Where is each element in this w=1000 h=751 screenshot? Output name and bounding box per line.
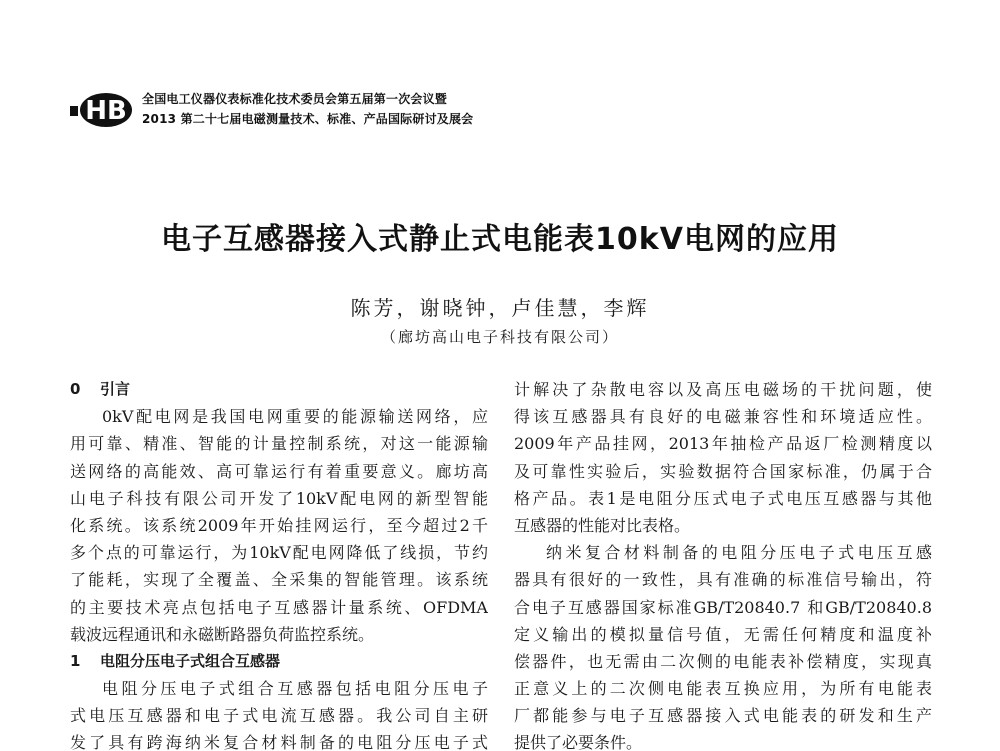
paragraph-line: 厂都能参与电子互感器接入式电能表的研发和生产	[514, 706, 932, 726]
paragraph-line: 载波远程通讯和永磁断路器负荷监控系统。	[70, 624, 375, 644]
paragraph-line: 了能耗，实现了全覆盖、全采集的智能管理。该系统	[70, 570, 488, 590]
paragraph-line: 用可靠、精准、智能的计量控制系统，对这一能源输	[70, 434, 488, 454]
section-0-number: 0	[70, 380, 81, 398]
paragraph-line: 互感器的性能对比表格。	[514, 515, 691, 535]
paragraph-line: 纳米复合材料制备的电阻分压电子式电压互感	[546, 543, 932, 563]
paragraph-line: 及可靠性实验后，实验数据符合国家标准，仍属于合	[514, 461, 932, 481]
section-1-heading	[70, 648, 488, 675]
paragraph-line: 送网络的高能效、高可靠运行有着重要意义。廊坊高	[70, 461, 488, 481]
paragraph-line: 0kV配电网是我国电网重要的能源输送网络，应	[102, 407, 488, 427]
left-column	[70, 376, 488, 751]
paragraph-line: 提供了必要条件。	[514, 733, 643, 751]
conference-line-2: 2013 第二十七届电磁测量技术、标准、产品国际研讨及展会	[142, 112, 474, 126]
right-column	[514, 376, 932, 751]
paragraph-line: 计解决了杂散电容以及高压电磁场的干扰问题，使	[514, 380, 932, 399]
hb-logo-text: HB	[85, 96, 127, 126]
paragraph-line: 格产品。表1是电阻分压式电子式电压互感器与其他	[514, 488, 932, 508]
affiliation: （廊坊高山电子科技有限公司）	[380, 328, 619, 346]
paragraph-line: 正意义上的二次侧电能表互换应用，为所有电能表	[514, 679, 932, 699]
paragraph-line: 2009年产品挂网，2013年抽检产品返厂检测精度以	[514, 434, 932, 454]
section-1-number: 1	[70, 651, 81, 670]
paper-title: 电子互感器接入式静止式电能表10kV电网的应用	[161, 222, 839, 257]
hb-logo-bar	[70, 106, 78, 116]
paragraph-line: 山电子科技有限公司开发了10kV配电网的新型智能	[70, 488, 488, 508]
paragraph-line: 多个点的可靠运行，为10kV配电网降低了线损，节约	[70, 543, 488, 563]
section-1-title: 电阻分压电子式组合互感器	[100, 651, 281, 670]
hb-logo	[70, 92, 136, 128]
conference-line-1: 全国电工仪器仪表标准化技术委员会第五届第一次会议暨	[142, 92, 448, 106]
paragraph-line: 式电压互感器和电子式电流互感器。我公司自主研	[70, 706, 488, 726]
paragraph-line: 化系统。该系统2009年开始挂网运行，至今超过2千	[70, 515, 488, 535]
section-0-title: 引言	[100, 380, 131, 398]
paragraph-line: 偿器件，也无需由二次侧的电能表补偿精度，实现真	[514, 651, 932, 671]
paragraph-line: 器具有很好的一致性，具有准确的标准信号输出，符	[514, 570, 932, 590]
paragraph-line: 的主要技术亮点包括电子互感器计量系统、OFDMA	[70, 597, 488, 617]
paragraph-line: 合电子互感器国家标准GB/T20840.7 和GB/T20840.8	[514, 597, 932, 617]
paragraph-line: 发了具有跨海纳米复合材料制备的电阻分压电子式	[70, 733, 488, 751]
section-0-heading	[70, 376, 488, 403]
paragraph-line: 电阻分压电子式组合互感器包括电阻分压电子	[102, 679, 488, 699]
paragraph-line: 定义输出的模拟量信号值，无需任何精度和温度补	[514, 624, 932, 644]
paragraph-line: 得该互感器具有良好的电磁兼容性和环境适应性。	[514, 407, 932, 427]
author-list: 陈芳，谢晓钟，卢佳慧，李辉	[350, 296, 650, 320]
